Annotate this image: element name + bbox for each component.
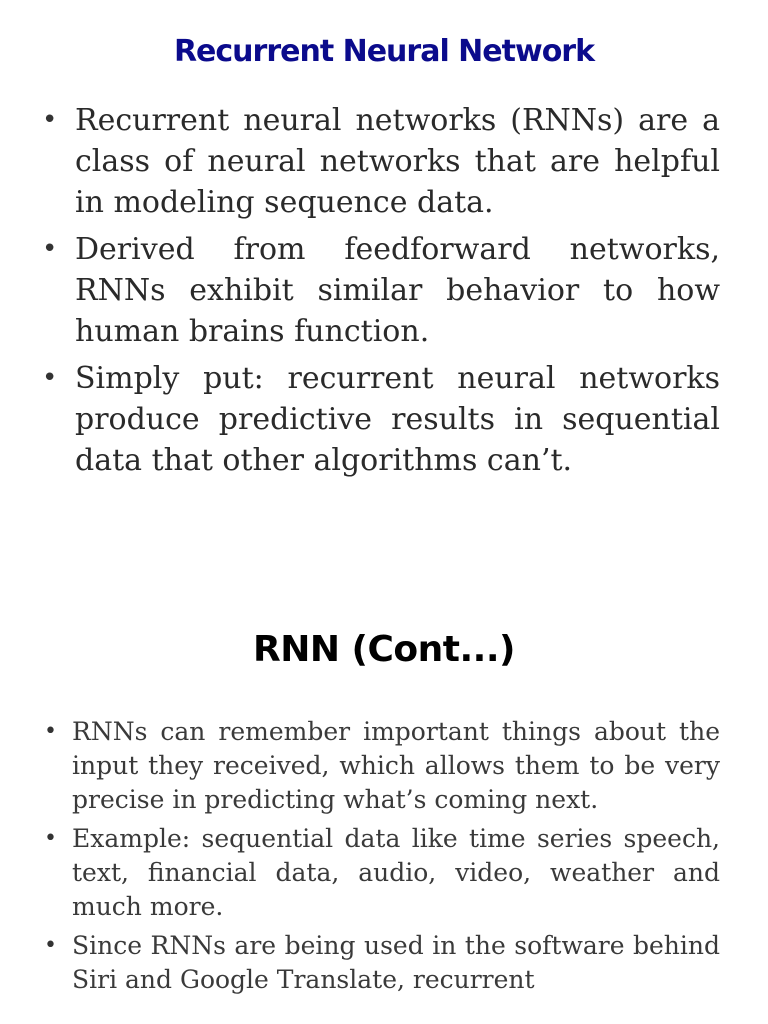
bullet-item <box>42 100 720 223</box>
bullet-text: Simply put: recurrent neural networks produce predictive results in sequential data that other algorithms can’t. <box>75 361 720 478</box>
bullet-list-rnn-cont <box>44 715 720 1002</box>
bullet-icon: • <box>44 933 57 958</box>
bullet-list-rnn-intro <box>42 100 720 487</box>
bullet-item <box>44 929 720 997</box>
bullet-text: Recurrent neural networks (RNNs) are a class of neural networks that are helpful in modeling sequence data. <box>75 103 720 220</box>
bullet-text: Derived from feedforward networks, RNNs exhibit similar behavior to how human brains function. <box>75 232 720 349</box>
bullet-item <box>44 715 720 817</box>
bullet-text: Example: sequential data like time series speech, text, financial data, audio, video, weather and much more. <box>72 824 720 921</box>
bullet-icon: • <box>42 363 58 393</box>
bullet-item <box>42 229 720 352</box>
bullet-item <box>44 822 720 924</box>
bullet-icon: • <box>44 826 57 851</box>
section-heading: RNN (Cont...) <box>253 629 515 670</box>
bullet-icon: • <box>42 234 58 264</box>
bullet-icon: • <box>44 719 57 744</box>
bullet-text: RNNs can remember important things about the input they received, which allows them to be very precise in predicting what’s coming next. <box>72 717 720 814</box>
slide-title: Recurrent Neural Network <box>173 34 595 69</box>
bullet-item <box>42 358 720 481</box>
bullet-icon: • <box>42 105 58 135</box>
bullet-text: Since RNNs are being used in the software behind Siri and Google Translate, recurrent <box>72 931 720 994</box>
